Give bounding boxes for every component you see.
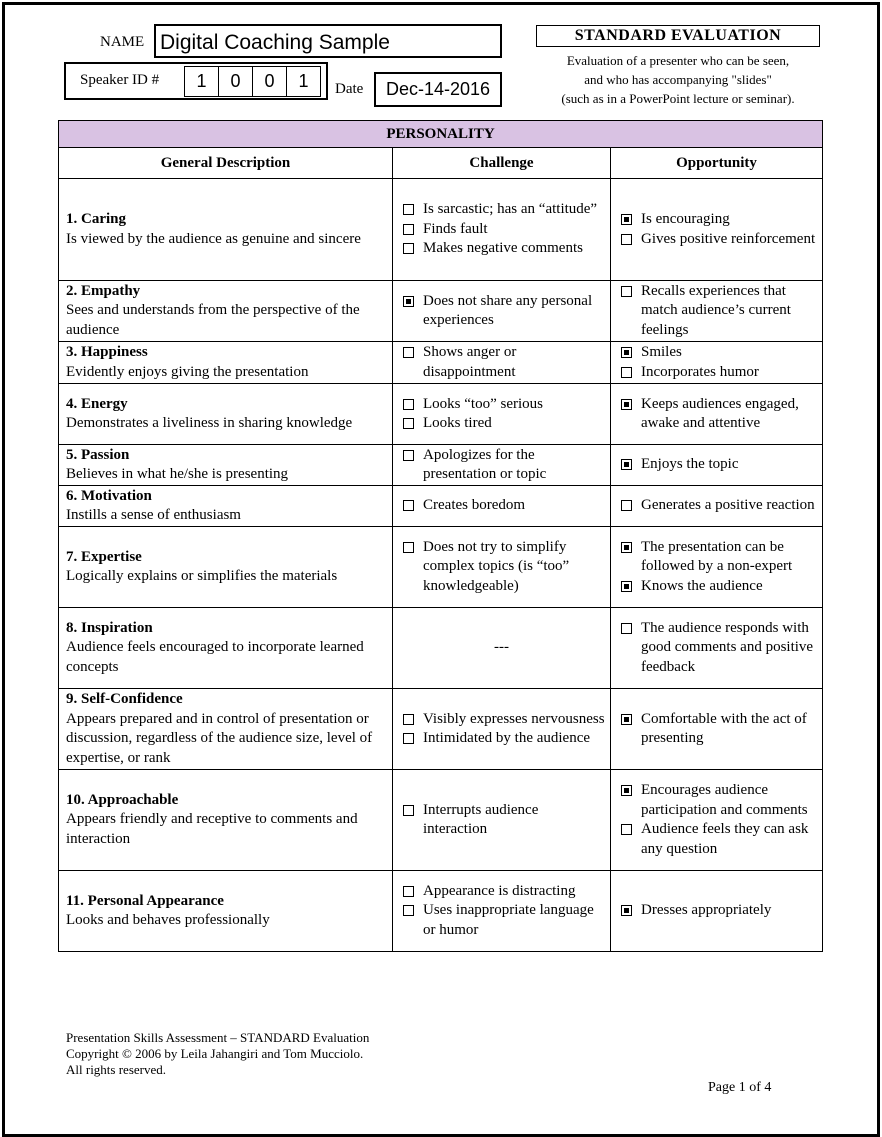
unchecked-checkbox[interactable] [403,204,414,215]
table-row [59,770,823,871]
checkbox-item[interactable] [615,395,818,434]
checkbox-label: Keeps audiences engaged, awake and attentive [641,395,799,431]
unchecked-checkbox[interactable] [403,418,414,429]
evaluation-title: STANDARD EVALUATION [536,25,820,47]
unchecked-checkbox[interactable] [403,450,414,461]
item-title: 2. Empathy [66,282,141,299]
checkbox-item[interactable] [397,801,606,840]
evaluation-description [536,51,820,108]
checkbox-item[interactable] [615,210,818,230]
item-description: Evidently enjoys giving the presentation [66,363,309,380]
checkbox-item[interactable] [397,395,606,415]
checkbox-label: Generates a positive reaction [641,497,815,514]
table-row [59,384,823,445]
checkbox-label: Incorporates humor [641,363,759,380]
evaluation-description-line: (such as in a PowerPoint lecture or seminar). [561,91,795,106]
speaker-id-label: Speaker ID # [80,72,160,88]
opportunity-cell [611,384,823,445]
unchecked-checkbox[interactable] [403,347,414,358]
unchecked-checkbox[interactable] [621,623,632,634]
general-description-cell [59,179,393,281]
unchecked-checkbox[interactable] [403,399,414,410]
evaluation-description-line: Evaluation of a presenter who can be seen, [566,53,790,68]
table-row [59,527,823,608]
table-row [59,486,823,527]
name-field[interactable]: Digital Coaching Sample [154,24,502,58]
checked-checkbox[interactable] [621,347,632,358]
speaker-id-digit[interactable]: 0 [252,67,286,96]
item-title: 9. Self-Confidence [66,691,183,707]
unchecked-checkbox[interactable] [621,500,632,511]
checkbox-item[interactable] [615,455,818,475]
item-title: 8. Inspiration [66,619,153,636]
general-description-cell [59,486,393,527]
speaker-id-box [64,62,328,100]
checkbox-item[interactable] [397,446,606,485]
checkbox-label: Looks tired [423,415,492,431]
challenge-cell [393,445,611,486]
opportunity-cell [611,608,823,689]
item-title: 11. Personal Appearance [66,892,224,909]
footer-line: All rights reserved. [66,1062,167,1077]
checked-checkbox[interactable] [621,542,632,553]
item-description: Logically explains or simplifies the materials [66,568,338,584]
date-field[interactable]: Dec-14-2016 [374,72,502,107]
item-title: 5. Passion [66,446,130,463]
column-header-challenge: Challenge [393,148,611,179]
checkbox-item[interactable] [397,220,606,240]
column-header-general-description: General Description [59,148,393,179]
checkbox-label: Gives positive reinforcement [641,230,816,247]
general-description-cell [59,527,393,608]
item-description: Sees and understands from the perspective of the audience [66,302,360,338]
checkbox-label: Creates boredom [423,497,526,514]
item-description: Appears prepared and in control of presentation or discussion, regardless of the audience size, level of expertise, or rank [66,710,373,766]
item-description: Appears friendly and receptive to comments and interaction [66,811,358,847]
table-row [59,179,823,281]
table-row [59,342,823,384]
unchecked-checkbox[interactable] [403,224,414,235]
checkbox-label: Comfortable with the act of presenting [641,710,807,746]
checkbox-label: Knows the audience [641,577,763,594]
checkbox-item[interactable] [397,710,606,730]
table-row [59,445,823,486]
challenge-cell [393,342,611,384]
checkbox-item[interactable] [397,538,606,597]
checkbox-label: Looks “too” serious [423,395,543,412]
checkbox-label: Uses inappropriate language or humor [423,902,594,938]
checkbox-label: Makes negative comments [423,240,583,257]
checkbox-label: Finds fault [423,220,488,237]
checkbox-item[interactable] [397,882,606,902]
footer [66,1030,369,1078]
checkbox-item[interactable] [615,710,818,749]
unchecked-checkbox[interactable] [403,733,414,744]
unchecked-checkbox[interactable] [403,905,414,916]
unchecked-checkbox[interactable] [621,234,632,245]
checkbox-item[interactable] [615,538,818,577]
checkbox-item[interactable] [615,901,818,921]
checked-checkbox[interactable] [403,296,414,307]
checkbox-item[interactable] [615,820,818,859]
checkbox-item[interactable] [397,292,606,331]
checked-checkbox[interactable] [621,785,632,796]
date-label: Date [335,81,364,97]
checkbox-item[interactable] [615,577,818,597]
unchecked-checkbox[interactable] [403,714,414,725]
challenge-cell [393,281,611,342]
general-description-cell [59,608,393,689]
checkbox-label: Enjoys the topic [641,456,739,473]
general-description-cell [59,384,393,445]
page-number: Page 1 of 4 [708,1080,772,1095]
unchecked-checkbox[interactable] [403,542,414,553]
unchecked-checkbox[interactable] [403,805,414,816]
item-description: Instills a sense of enthusiasm [66,507,241,523]
checked-checkbox[interactable] [621,905,632,916]
checkbox-item[interactable] [397,729,606,749]
checkbox-item[interactable] [615,363,818,383]
checkbox-label: Is encouraging [641,211,730,227]
general-description-cell [59,445,393,486]
challenge-cell [393,608,611,689]
checkbox-label: Visibly expresses nervousness [423,710,605,727]
opportunity-cell [611,689,823,770]
item-description: Audience feels encouraged to incorporate learned concepts [66,639,364,675]
checkbox-item[interactable] [397,496,606,516]
checked-checkbox[interactable] [621,399,632,410]
checkbox-label: Does not share any personal experiences [423,292,593,328]
checkbox-label: Dresses appropriately [641,902,772,919]
speaker-id-digit[interactable]: 0 [218,67,252,96]
unchecked-checkbox[interactable] [621,286,632,297]
table-row [59,871,823,952]
unchecked-checkbox[interactable] [621,367,632,378]
general-description-cell [59,770,393,871]
checkbox-label: The audience responds with good comments and positive feedback [641,619,814,675]
unchecked-checkbox[interactable] [403,886,414,897]
challenge-cell [393,179,611,281]
checkbox-label: Is sarcastic; has an “attitude” [423,201,598,218]
unchecked-checkbox[interactable] [621,824,632,835]
checkbox-item[interactable] [397,414,606,434]
section-header: PERSONALITY [59,121,823,148]
checkbox-item[interactable] [615,781,818,820]
checkbox-label: The presentation can be followed by a non-expert [641,538,793,575]
opportunity-cell [611,871,823,952]
checkbox-item[interactable] [615,230,818,250]
checkbox-item[interactable] [397,200,606,220]
checked-checkbox[interactable] [621,459,632,470]
item-title: 10. Approachable [66,791,179,808]
speaker-id-digit[interactable]: 1 [286,67,320,96]
item-title: 1. Caring [66,211,126,227]
checkbox-item[interactable] [397,901,606,940]
checkbox-label: Appearance is distracting [423,882,576,899]
opportunity-cell [611,281,823,342]
item-title: 7. Expertise [66,548,142,565]
checkbox-label: Audience feels they can ask any question [641,821,809,857]
checked-checkbox[interactable] [621,581,632,592]
opportunity-cell [611,486,823,527]
general-description-cell [59,281,393,342]
challenge-cell [393,871,611,952]
opportunity-cell [611,445,823,486]
item-title: 4. Energy [66,395,128,412]
checked-checkbox[interactable] [621,714,632,725]
checkbox-label: Smiles [641,344,682,360]
unchecked-checkbox[interactable] [403,500,414,511]
item-title: 6. Motivation [66,487,152,504]
opportunity-cell [611,527,823,608]
challenge-cell [393,384,611,445]
checkbox-label: Encourages audience participation and comments [641,782,808,818]
column-header-opportunity: Opportunity [611,148,823,179]
challenge-cell [393,689,611,770]
table-row [59,689,823,770]
checkbox-label: Interrupts audience interaction [423,801,539,837]
unchecked-checkbox[interactable] [403,243,414,254]
opportunity-cell [611,179,823,281]
item-description: Is viewed by the audience as genuine and sincere [66,230,361,247]
checkbox-item[interactable] [615,282,818,341]
empty-challenge: --- [494,639,509,656]
challenge-cell [393,486,611,527]
checkbox-label: Shows anger or disappointment [423,344,517,380]
challenge-cell [393,770,611,871]
general-description-cell [59,871,393,952]
item-title: 3. Happiness [66,344,148,360]
checked-checkbox[interactable] [621,214,632,225]
item-description: Looks and behaves professionally [66,912,270,928]
checkbox-item[interactable] [615,496,818,516]
checkbox-item[interactable] [615,619,818,678]
table-body [59,179,823,952]
item-description: Believes in what he/she is presenting [66,466,289,482]
opportunity-cell [611,770,823,871]
table-row [59,608,823,689]
item-description: Demonstrates a liveliness in sharing knowledge [66,415,353,431]
personality-table [58,120,823,952]
checkbox-item[interactable] [397,343,606,382]
speaker-id-digits [184,66,321,97]
speaker-id-digit[interactable]: 1 [196,71,207,91]
footer-line: Copyright © 2006 by Leila Jahangiri and Tom Mucciolo. [66,1046,364,1061]
footer-line: Presentation Skills Assessment – STANDARD Evaluation [66,1030,370,1045]
checkbox-label: Intimidated by the audience [423,730,591,746]
table-row [59,281,823,342]
checkbox-label: Recalls experiences that match audience’s current feelings [641,282,791,338]
checkbox-label: Apologizes for the presentation or topic [423,446,547,482]
checkbox-item[interactable] [397,239,606,259]
general-description-cell [59,689,393,770]
evaluation-description-line: and who has accompanying "slides" [584,72,772,87]
general-description-cell [59,342,393,384]
challenge-cell [393,527,611,608]
name-label: NAME [100,34,145,50]
checkbox-item[interactable] [615,343,818,363]
opportunity-cell [611,342,823,384]
checkbox-label: Does not try to simplify complex topics (is “too” knowledgeable) [423,538,570,594]
